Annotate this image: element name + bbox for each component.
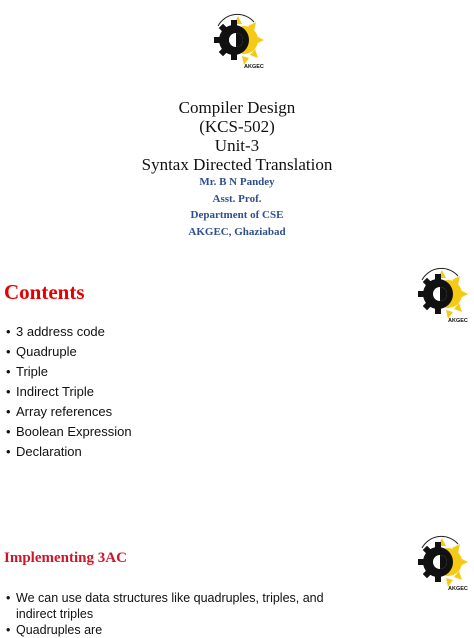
implementing-heading: Implementing 3AC [4,550,127,566]
list-item: • Indirect Triple [6,384,95,399]
logo-label: AKGEC [448,586,468,592]
college-logo [412,266,472,326]
author-line: Mr. B N Pandey [199,176,275,188]
contents-heading: Contents [4,280,85,304]
list-item: • Array references [6,404,113,419]
title-slide [0,0,474,262]
list-item: • Quadruples are [6,623,103,637]
logo-label: AKGEC [448,318,468,324]
author-line: Asst. Prof. [212,192,262,205]
author-line: AKGEC, Ghaziabad [188,225,286,238]
author-line: Department of CSE [190,209,284,221]
list-item: • Boolean Expression [6,424,132,439]
title-line: Syntax Directed Translation [141,155,333,174]
list-item: • We can use data structures like quadruples, triples, and [6,591,324,605]
list-item: • Quadruple [6,344,77,359]
list-item: • Declaration [6,444,82,459]
gear-sun-logo-icon [412,266,472,326]
slide-title [0,98,474,174]
implementing-list [6,590,324,638]
title-line: (KCS-502) [199,117,275,136]
contents-list [6,322,132,462]
list-item: • Triple [6,364,49,379]
logo-label: AKGEC [244,64,264,70]
contents-slide [0,262,474,520]
title-line: Compiler Design [178,98,296,117]
list-item-continuation: indirect triples [16,607,94,621]
implementing-3ac-slide [0,520,474,637]
title-line: Unit-3 [214,136,260,155]
college-logo [208,12,268,72]
college-logo [412,534,472,594]
gear-sun-logo-icon [208,12,268,72]
gear-sun-logo-icon [412,534,472,594]
list-item: • 3 address code [6,324,105,339]
author-info [0,174,474,240]
